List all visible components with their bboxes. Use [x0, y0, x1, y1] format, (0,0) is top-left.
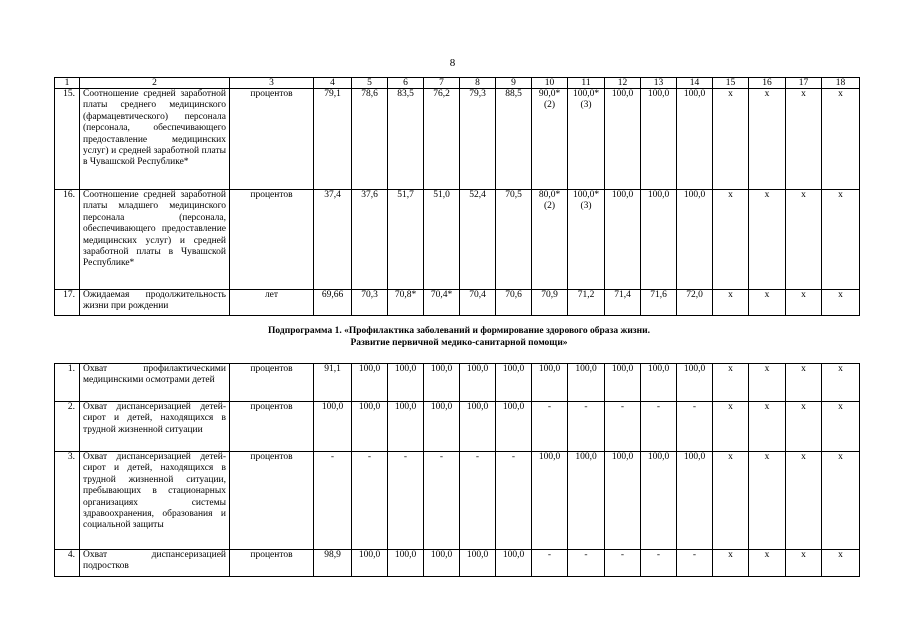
- value-cell: x: [786, 452, 822, 550]
- column-number-row: [55, 78, 860, 89]
- value-cell: x: [713, 364, 749, 402]
- value-cell: -: [605, 402, 641, 452]
- column-number: 16: [749, 78, 786, 89]
- value-cell: 100,0: [424, 550, 460, 577]
- column-number: 11: [568, 78, 605, 89]
- unit-cell: лет: [230, 290, 314, 316]
- column-number: 6: [388, 78, 424, 89]
- column-number: 10: [532, 78, 568, 89]
- value-cell: 71,4: [605, 290, 641, 316]
- unit-cell: процентов: [230, 402, 314, 452]
- row-number: 16.: [55, 190, 80, 290]
- value-cell: 100,0: [496, 402, 532, 452]
- value-cell: x: [822, 452, 860, 550]
- value-cell: -: [568, 550, 605, 577]
- page-number: 8: [449, 57, 456, 69]
- value-cell: x: [822, 402, 860, 452]
- column-number: 4: [314, 78, 352, 89]
- value-cell: x: [749, 364, 786, 402]
- value-cell: x: [713, 550, 749, 577]
- value-cell: 100,0: [460, 550, 496, 577]
- value-cell: 100,0: [352, 402, 388, 452]
- unit-cell: процентов: [230, 550, 314, 577]
- value-cell: 72,0: [677, 290, 713, 316]
- value-cell: x: [822, 290, 860, 316]
- indicator-name: Соотношение средней заработной платы среднего медицинского (фармацевтического) персонала (персонала, обеспечивающего предоставление медицинских услуг) и средней заработной платы в Чувашской Республике*: [80, 89, 230, 190]
- value-cell: 100,0: [677, 89, 713, 190]
- value-cell: -: [568, 402, 605, 452]
- row-number: 2.: [55, 402, 80, 452]
- value-cell: x: [786, 402, 822, 452]
- value-cell: 70,4*: [424, 290, 460, 316]
- indicators-table: [54, 77, 860, 316]
- value-cell: 100,0: [605, 89, 641, 190]
- subprogram-title-line: Подпрограмма 1. «Профилактика заболеваний и формирование здорового образа жизни.: [268, 326, 650, 336]
- value-cell: x: [822, 364, 860, 402]
- unit-cell: процентов: [230, 89, 314, 190]
- value-cell: x: [749, 452, 786, 550]
- value-cell: 70,4: [460, 290, 496, 316]
- row-number: 15.: [55, 89, 80, 190]
- indicator-name: Ожидаемая продолжительность жизни при рождении: [80, 290, 230, 316]
- subprogram-title-line: Развитие первичной медико-санитарной помощи»: [350, 338, 568, 348]
- column-number: 13: [641, 78, 677, 89]
- value-cell: -: [352, 452, 388, 550]
- value-cell: 100,0: [605, 364, 641, 402]
- table-row: [55, 550, 860, 577]
- value-cell: x: [713, 402, 749, 452]
- subprogram-indicators-table: [54, 363, 860, 577]
- value-cell: 100,0* (3): [568, 190, 605, 290]
- value-cell: 100,0: [460, 402, 496, 452]
- row-number: 4.: [55, 550, 80, 577]
- value-cell: 100,0: [641, 364, 677, 402]
- value-cell: 100,0: [314, 402, 352, 452]
- value-cell: 100,0: [352, 550, 388, 577]
- column-number: 1: [55, 78, 80, 89]
- column-number: 7: [424, 78, 460, 89]
- column-number: 8: [460, 78, 496, 89]
- column-number: 18: [822, 78, 860, 89]
- value-cell: 100,0: [568, 452, 605, 550]
- value-cell: 79,3: [460, 89, 496, 190]
- value-cell: -: [532, 550, 568, 577]
- unit-cell: процентов: [230, 190, 314, 290]
- value-cell: 51,7: [388, 190, 424, 290]
- value-cell: 51,0: [424, 190, 460, 290]
- value-cell: 100,0: [460, 364, 496, 402]
- value-cell: x: [822, 550, 860, 577]
- column-number: 12: [605, 78, 641, 89]
- value-cell: 100,0: [677, 364, 713, 402]
- table-row: [55, 402, 860, 452]
- value-cell: x: [713, 290, 749, 316]
- value-cell: 100,0: [496, 364, 532, 402]
- value-cell: 37,6: [352, 190, 388, 290]
- column-number: 9: [496, 78, 532, 89]
- value-cell: x: [786, 290, 822, 316]
- value-cell: x: [713, 89, 749, 190]
- value-cell: 100,0: [677, 452, 713, 550]
- value-cell: x: [822, 190, 860, 290]
- value-cell: 100,0: [388, 550, 424, 577]
- indicator-name: Охват диспансеризацией детей-сирот и детей, находящихся в трудной жизненной ситуации, пребывающих в стационарных организациях системы здравоохранения, образования и социальной защиты: [80, 452, 230, 550]
- value-cell: 70,6: [496, 290, 532, 316]
- value-cell: 100,0: [532, 452, 568, 550]
- value-cell: 80,0* (2): [532, 190, 568, 290]
- value-cell: 70,3: [352, 290, 388, 316]
- table-row: [55, 364, 860, 402]
- column-number: 14: [677, 78, 713, 89]
- value-cell: 100,0: [641, 89, 677, 190]
- value-cell: 100,0: [568, 364, 605, 402]
- indicator-name: Охват диспансеризацией подростков: [80, 550, 230, 577]
- value-cell: 69,66: [314, 290, 352, 316]
- table-row: [55, 290, 860, 316]
- value-cell: 91,1: [314, 364, 352, 402]
- value-cell: 37,4: [314, 190, 352, 290]
- indicator-name: Охват диспансеризацией детей-сирот и детей, находящихся в трудной жизненной ситуации: [80, 402, 230, 452]
- value-cell: x: [749, 290, 786, 316]
- value-cell: x: [749, 89, 786, 190]
- table-row: [55, 89, 860, 190]
- value-cell: 100,0: [388, 402, 424, 452]
- value-cell: -: [424, 452, 460, 550]
- value-cell: -: [641, 402, 677, 452]
- table-row: [55, 190, 860, 290]
- indicator-name: Охват профилактическими медицинскими осмотрами детей: [80, 364, 230, 402]
- value-cell: 100,0: [352, 364, 388, 402]
- value-cell: 79,1: [314, 89, 352, 190]
- value-cell: x: [786, 364, 822, 402]
- value-cell: x: [713, 452, 749, 550]
- value-cell: 100,0: [424, 364, 460, 402]
- value-cell: 100,0: [532, 364, 568, 402]
- column-number: 5: [352, 78, 388, 89]
- value-cell: x: [713, 190, 749, 290]
- value-cell: 71,6: [641, 290, 677, 316]
- indicator-name: Соотношение средней заработной платы младшего медицинского персонала (персонала, обеспечивающего предоставление медицинских услуг) и средней заработной платы в Чувашской Республике*: [80, 190, 230, 290]
- column-number: 15: [713, 78, 749, 89]
- unit-cell: процентов: [230, 364, 314, 402]
- value-cell: 90,0* (2): [532, 89, 568, 190]
- value-cell: x: [749, 550, 786, 577]
- value-cell: 100,0: [641, 452, 677, 550]
- value-cell: 83,5: [388, 89, 424, 190]
- column-number: 2: [80, 78, 230, 89]
- value-cell: 100,0: [496, 550, 532, 577]
- value-cell: x: [749, 402, 786, 452]
- column-number: 3: [230, 78, 314, 89]
- value-cell: 100,0: [388, 364, 424, 402]
- value-cell: 70,8*: [388, 290, 424, 316]
- value-cell: 88,5: [496, 89, 532, 190]
- value-cell: -: [496, 452, 532, 550]
- value-cell: -: [460, 452, 496, 550]
- value-cell: -: [677, 402, 713, 452]
- row-number: 17.: [55, 290, 80, 316]
- column-number: 17: [786, 78, 822, 89]
- value-cell: 52,4: [460, 190, 496, 290]
- value-cell: -: [532, 402, 568, 452]
- value-cell: 70,5: [496, 190, 532, 290]
- table-row: [55, 452, 860, 550]
- value-cell: -: [388, 452, 424, 550]
- value-cell: 100,0: [605, 452, 641, 550]
- value-cell: 100,0: [424, 402, 460, 452]
- value-cell: 100,0: [605, 190, 641, 290]
- row-number: 1.: [55, 364, 80, 402]
- row-number: 3.: [55, 452, 80, 550]
- value-cell: 76,2: [424, 89, 460, 190]
- value-cell: x: [786, 89, 822, 190]
- value-cell: -: [314, 452, 352, 550]
- value-cell: 98,9: [314, 550, 352, 577]
- value-cell: 71,2: [568, 290, 605, 316]
- value-cell: 70,9: [532, 290, 568, 316]
- unit-cell: процентов: [230, 452, 314, 550]
- value-cell: 100,0: [677, 190, 713, 290]
- value-cell: x: [786, 190, 822, 290]
- value-cell: 78,6: [352, 89, 388, 190]
- value-cell: 100,0* (3): [568, 89, 605, 190]
- subprogram-title: [54, 325, 864, 349]
- value-cell: x: [822, 89, 860, 190]
- value-cell: -: [641, 550, 677, 577]
- value-cell: x: [749, 190, 786, 290]
- value-cell: -: [605, 550, 641, 577]
- value-cell: 100,0: [641, 190, 677, 290]
- value-cell: x: [786, 550, 822, 577]
- value-cell: -: [677, 550, 713, 577]
